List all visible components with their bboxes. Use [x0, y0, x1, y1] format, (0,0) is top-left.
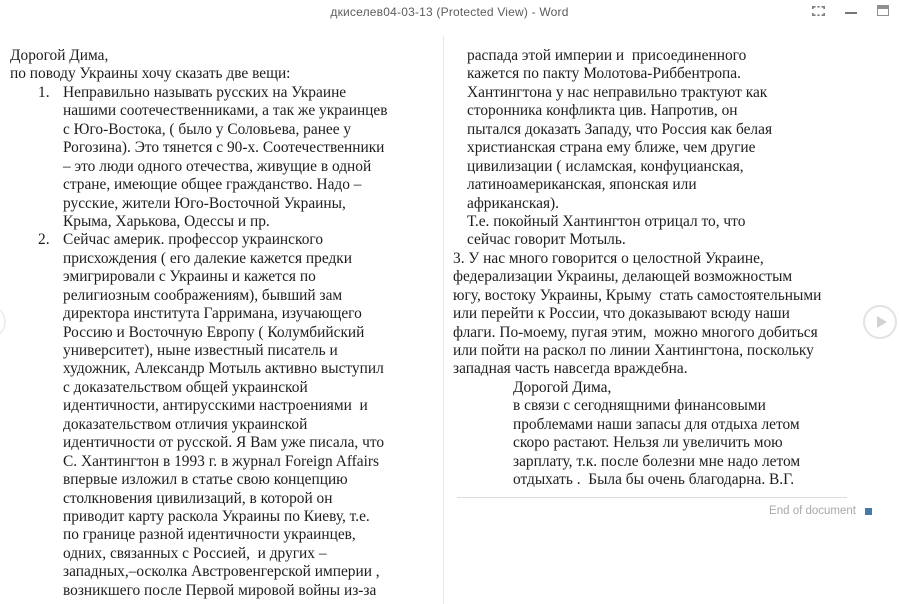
text-line: столкновения цивилизаций, в которой он [63, 489, 333, 507]
minimize-glyph [845, 12, 857, 14]
text-line: возникшего после Первой мировой войны из-за [63, 581, 377, 599]
previous-page-arrow[interactable] [0, 305, 6, 339]
text-line: – это люди одного отечества, живущие в одной [63, 157, 372, 175]
text-line: Крыма, Харькова, Одессы и пр. [63, 212, 270, 230]
text-line: федерализации Украины, делающей возможностым [453, 268, 793, 286]
text-line: Рогозина). Это тянется с 90-х. Соотечественники [63, 139, 385, 157]
text-line: отдыхать . Была бы очень благодарна. В.Г. [513, 471, 795, 489]
text-line: Сейчас америк. профессор украинского [63, 231, 324, 249]
end-of-document [769, 505, 872, 517]
text-line: присхождения ( его далекие кажется предки [63, 249, 353, 267]
text-line: пытался доказать Западу, что Россия как белая [467, 120, 773, 138]
text-line: с доказательством общей украинской [63, 378, 308, 396]
paragraph [453, 250, 899, 379]
window-title: дкиселев04-03-13 (Protected View) - Word [330, 5, 569, 19]
maximize-icon[interactable] [875, 4, 891, 18]
column-divider [443, 36, 444, 604]
text-line: С. Хантингтон в 1993 г. в журнал Foreign Affairs [63, 452, 380, 470]
document-column-right [453, 47, 899, 490]
text-line: с Юго-Востока, ( было у Соловьева, ранее у [63, 120, 352, 138]
auto-hide-reading-toolbar-icon[interactable] [811, 4, 827, 18]
text-line: христианская страна ему ближе, чем другие [467, 139, 756, 157]
title-bar [0, 0, 899, 28]
text-line: русские, жители Юго-Восточной Украины, [63, 194, 346, 212]
text-line: Россию и Восточную Европу ( Колумбийский [63, 323, 365, 341]
list-marker: 1. [38, 83, 50, 101]
text-line: зарплату, т.к. после болезни мне надо летом [513, 452, 801, 470]
document-column-left [10, 47, 446, 600]
text-line: идентичности от русской. Я Вам уже писала, что [63, 434, 385, 452]
text-line: идентичности, антирусскими настроениями и [63, 397, 368, 415]
text-line: распада этой империи и присоединенного [467, 47, 747, 64]
text-line: Дорогой Дима, [513, 378, 612, 396]
text-line: религиозным соображениям), бывший зам [63, 286, 343, 304]
text-line: Хантингтона у нас неправильно трактуют как [467, 83, 768, 101]
maximize-glyph [877, 5, 889, 16]
text-line: в связи с сегоднящними финансовыми [513, 397, 766, 415]
text-line: африканская). [467, 194, 560, 212]
text-line: флаги. По-моему, пугая этим, можно многого добиться [453, 323, 818, 341]
paragraph [10, 84, 446, 232]
end-of-document-marker [865, 508, 872, 515]
text-line: или перейти к России, что доказывают всюду наши [453, 305, 790, 323]
text-line: западная часть навсегда враждебна. [453, 360, 688, 378]
text-line: эмигрировали с Украины и кажется по [63, 268, 316, 286]
text-line: директора института Гарримана, изучающего [63, 305, 362, 323]
text-line: нашими соотечественниками, а так же украинцев [63, 102, 388, 120]
text-line: Т.е. покойный Хантингтон отрицал то, что [467, 212, 746, 230]
paragraph [453, 47, 899, 213]
paragraph [10, 47, 446, 84]
text-line: латиноамериканская, японская или [467, 176, 697, 194]
text-line: художник, Александр Мотыль активно выступил [63, 360, 384, 378]
end-of-document-label: End of document [769, 505, 856, 517]
end-of-document-rule [457, 497, 847, 498]
text-line: проблемами наши запасы для отдыха летом [513, 415, 800, 433]
text-line: доказательством отличия украинской [63, 415, 308, 433]
text-line: сейчас говорит Мотыль. [467, 231, 626, 249]
text-line: приводит карту раскола Украины по Киеву, т.е. [63, 507, 370, 525]
text-line: кажется по пакту Молотова-Риббентропа. [467, 65, 741, 83]
paragraph [453, 213, 899, 250]
text-line: стране, имеющие общее гражданство. Надо – [63, 176, 362, 194]
text-line: университет), ныне известный писатель и [63, 342, 338, 359]
auto-hide-reading-toolbar-glyph [812, 6, 825, 16]
paragraph [453, 379, 899, 490]
list-marker: 2. [38, 231, 50, 249]
text-line: югу, востоку Украины, Крыму стать самостоятельными [453, 286, 822, 304]
minimize-icon[interactable] [843, 4, 859, 18]
text-line: одних, связанных с Россией, и других – [63, 544, 327, 562]
text-line: цивилизации ( исламская, конфуцианская, [467, 157, 744, 175]
paragraph [10, 231, 446, 600]
text-line: или пойти на раскол по линии Хантингтона, поскольку [453, 342, 814, 359]
window-controls [811, 4, 891, 18]
text-line: Дорогой Дима, [10, 47, 109, 64]
text-line: западных,–осколка Австровенгерской империи , [63, 563, 380, 581]
text-line: скоро растают. Нельзя ли увеличить мою [513, 434, 783, 452]
text-line: впервые изложил в статье свою концепцию [63, 471, 348, 489]
text-line: Неправильно называть русских на Украине [63, 83, 347, 101]
text-line: по границе разной идентичности украинцев, [63, 526, 356, 544]
text-line: сторонника конфликта цив. Напротив, он [467, 102, 738, 120]
next-page-arrow[interactable] [863, 305, 897, 339]
right-arrow-icon [877, 316, 887, 328]
text-line: 3. У нас много говорится о целостной Украине, [453, 249, 764, 267]
text-line: по поводу Украины хочу сказать две вещи: [10, 65, 291, 83]
